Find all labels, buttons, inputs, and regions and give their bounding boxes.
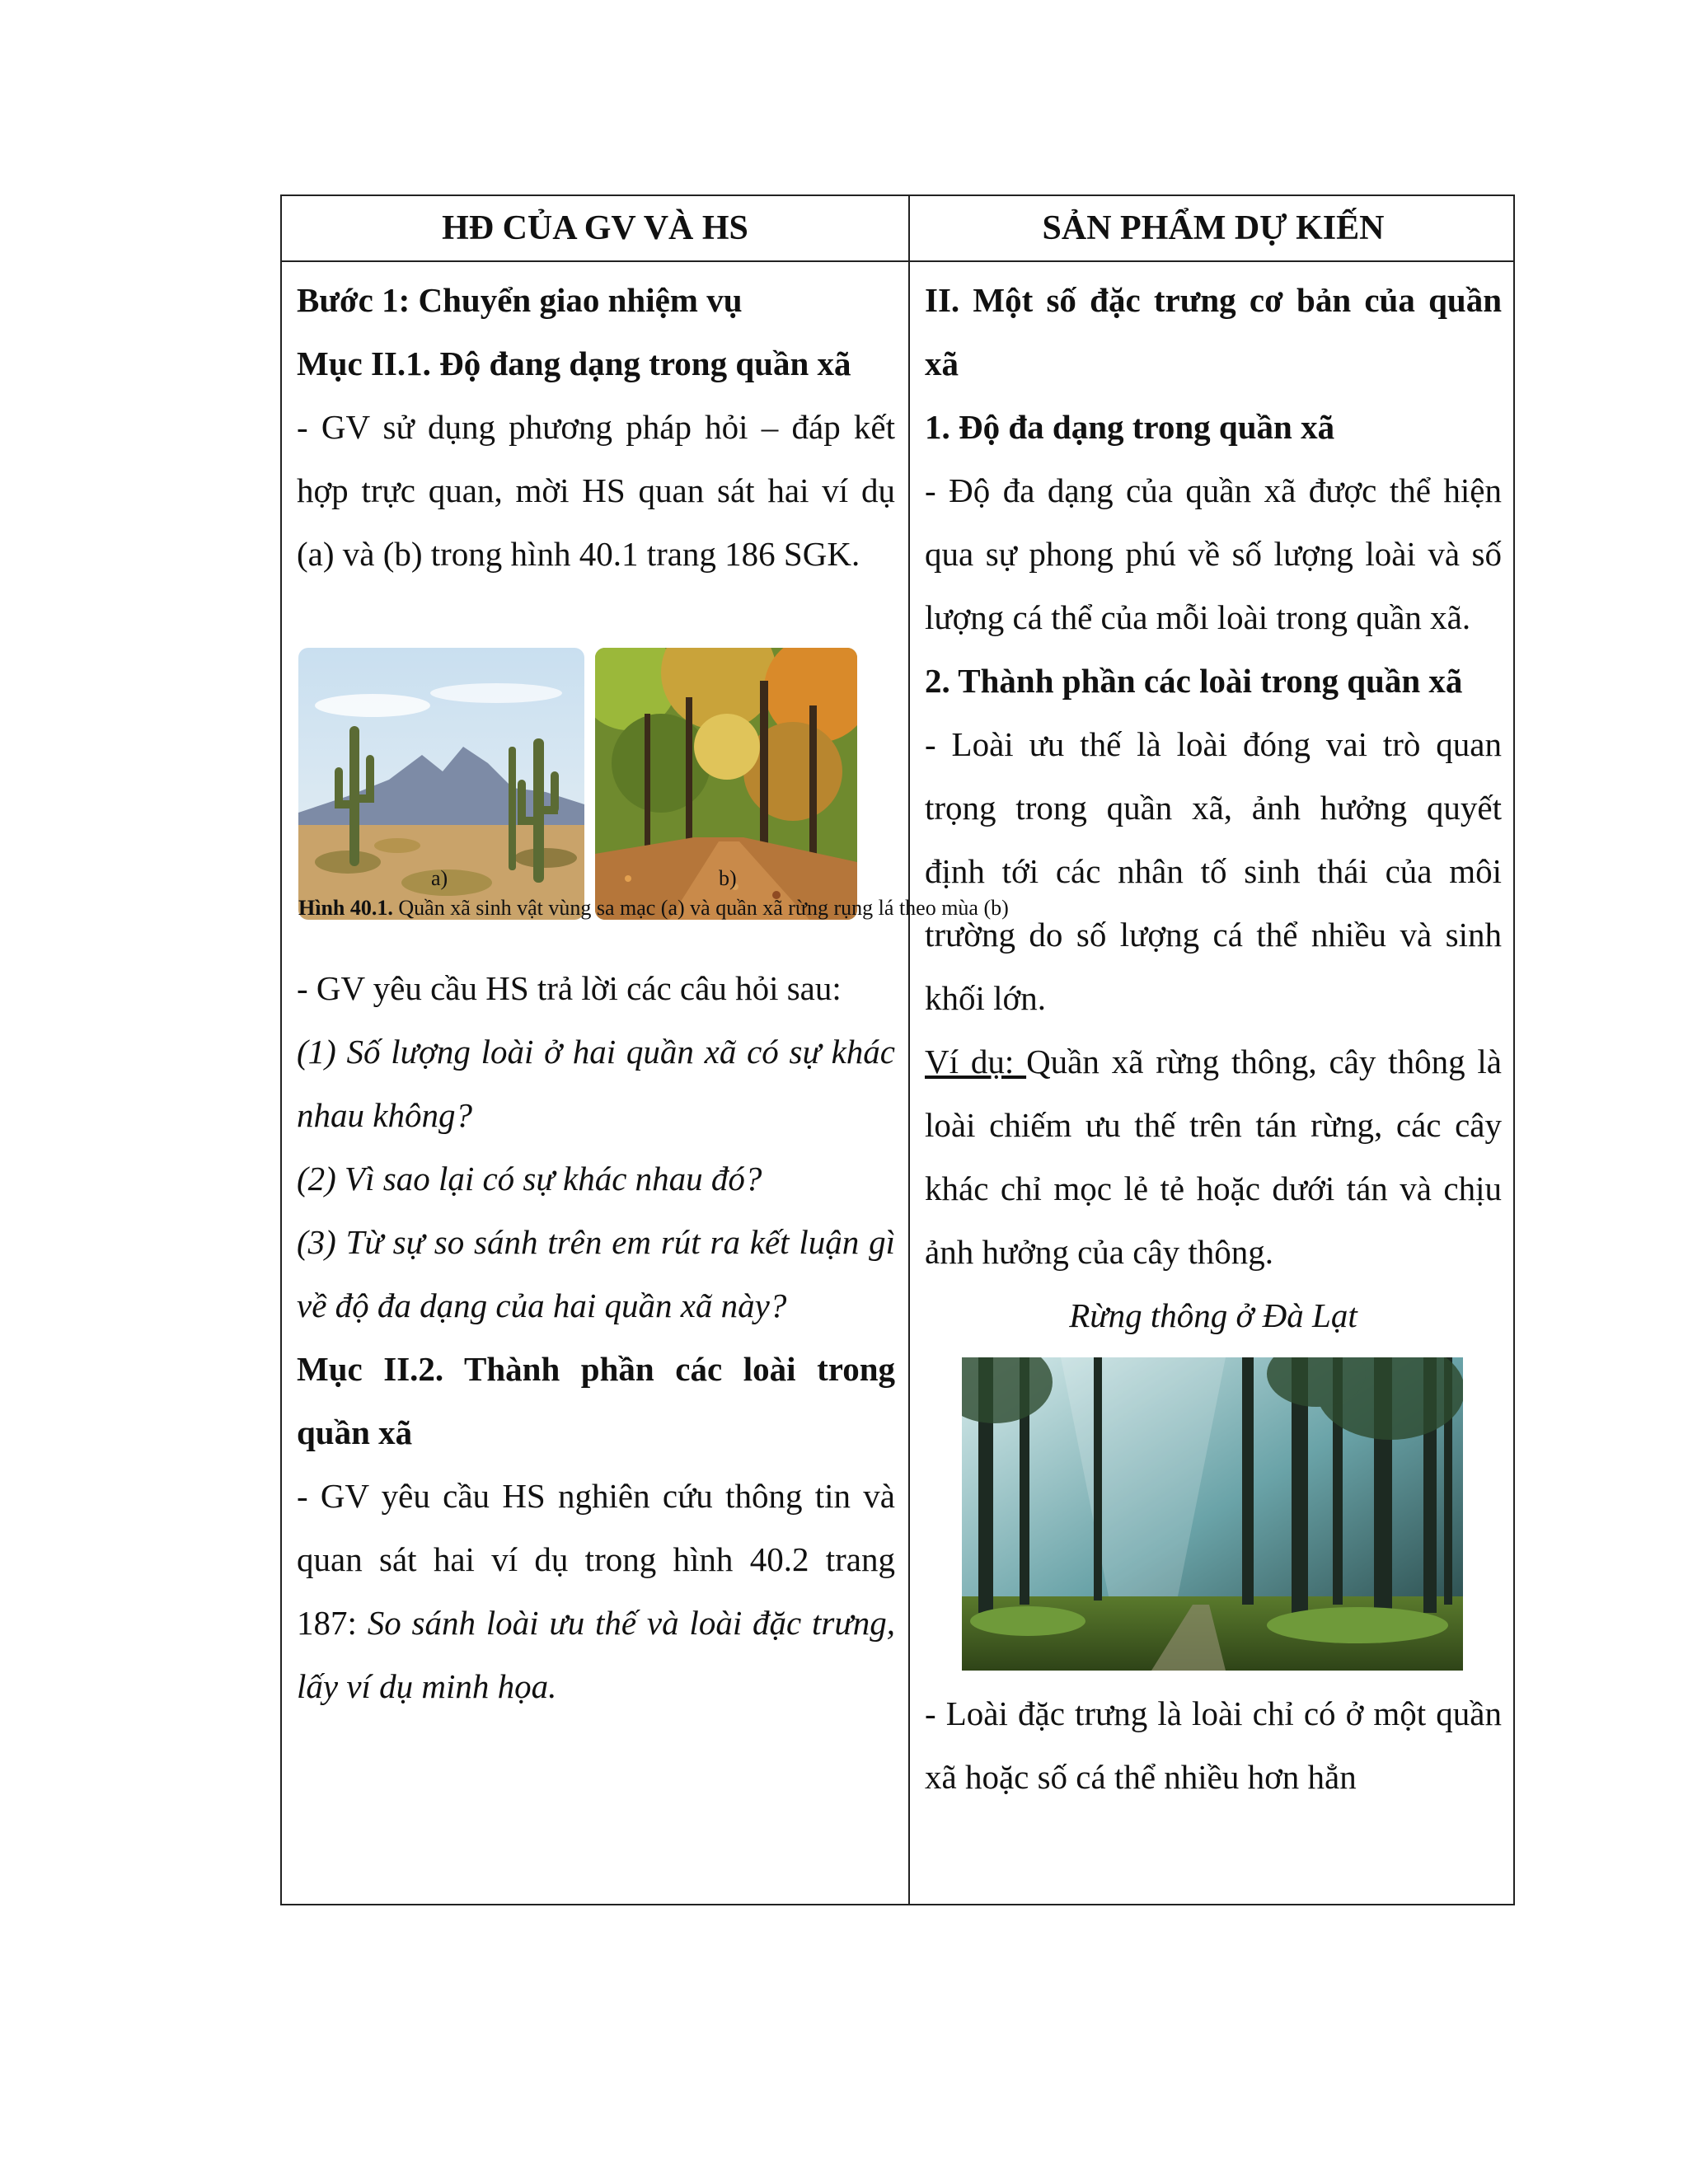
subsection-2-heading: 2. Thành phần các loài trong quần xã (925, 662, 1463, 700)
muc1-heading: Mục II.1. Độ đang dạng trong quần xã (297, 344, 851, 382)
figure-label-a: a) (431, 866, 448, 890)
left-paragraph-3 (297, 1465, 895, 1718)
header-teacher-student: HĐ CỦA GV VÀ HS (442, 209, 748, 247)
question-2: (2) Vì sao lại có sự khác nhau đó? (297, 1160, 762, 1197)
muc2-heading: Mục II.2. Thành phần các loài trong quần xã (297, 1350, 895, 1451)
right-paragraph-3: - Loài đặc trưng là loài chỉ có ở một quần xã hoặc số cá thể nhiều hơn hẳn (925, 1694, 1502, 1796)
section-2-heading: II. Một số đặc trưng cơ bản của quần xã (925, 281, 1502, 382)
pine-forest-photo (962, 1357, 1463, 1671)
subsection-1-heading: 1. Độ đa dạng trong quần xã (925, 408, 1335, 446)
left-paragraph-2: - GV yêu cầu HS trả lời các câu hỏi sau: (297, 969, 842, 1007)
header-divider (282, 260, 1513, 262)
right-paragraph-1: - Độ đa dạng của quần xã được thể hiện qua sự phong phú về số lượng loài và số lượng cá thể của mỗi loài trong quần xã. (925, 471, 1502, 636)
question-1: (1) Số lượng loài ở hai quần xã có sự khác nhau không? (297, 1033, 895, 1134)
right-column (925, 269, 1502, 1809)
figure-caption-text: Quần xã sinh vật vùng sa mạc (a) và quần xã rừng rụng lá theo mùa (b) (392, 896, 1009, 920)
step1-heading: Bước 1: Chuyển giao nhiệm vụ (297, 281, 743, 319)
right-paragraph-2: - Loài ưu thế là loài đóng vai trò quan trọng trong quần xã, ảnh hưởng quyết định tới các nhân tố sinh thái của môi trường do số lượng cá thể nhiều và sinh khối lớn. (925, 725, 1502, 1017)
example-text: Quần xã rừng thông, cây thông là loài chiếm ưu thế trên tán rừng, các cây khác chỉ mọc lẻ tẻ hoặc dưới tán và chịu ảnh hưởng của cây thông. (925, 1043, 1502, 1271)
figure-label-b: b) (719, 866, 737, 890)
example-paragraph (925, 1030, 1502, 1284)
left-paragraph-3-text: - GV yêu cầu HS nghiên cứu thông tin và quan sát hai ví dụ trong hình 40.2 trang 187: (297, 1477, 895, 1642)
column-divider (908, 196, 910, 1904)
lesson-table (280, 194, 1515, 1905)
header-expected-product: SẢN PHẨM DỰ KIẾN (1042, 209, 1385, 247)
left-column (297, 269, 1009, 1718)
figure-caption-number: Hình 40.1. (298, 896, 393, 920)
question-3: (3) Từ sự so sánh trên em rút ra kết luận gì về độ đa dạng của hai quần xã này? (297, 1223, 895, 1324)
left-paragraph-3-italic: So sánh loài ưu thế và loài đặc trưng, lấy ví dụ minh họa. (297, 1604, 895, 1705)
figure-40-1 (297, 586, 1009, 957)
pine-forest-caption: Rừng thông ở Đà Lạt (1069, 1296, 1357, 1334)
left-paragraph-1: - GV sử dụng phương pháp hỏi – đáp kết hợp trực quan, mời HS quan sát hai ví dụ (a) và (b) trong hình 40.1 trang 186 SGK. (297, 408, 895, 573)
figure-caption (298, 895, 1009, 921)
example-label: Ví dụ: (925, 1043, 1027, 1080)
